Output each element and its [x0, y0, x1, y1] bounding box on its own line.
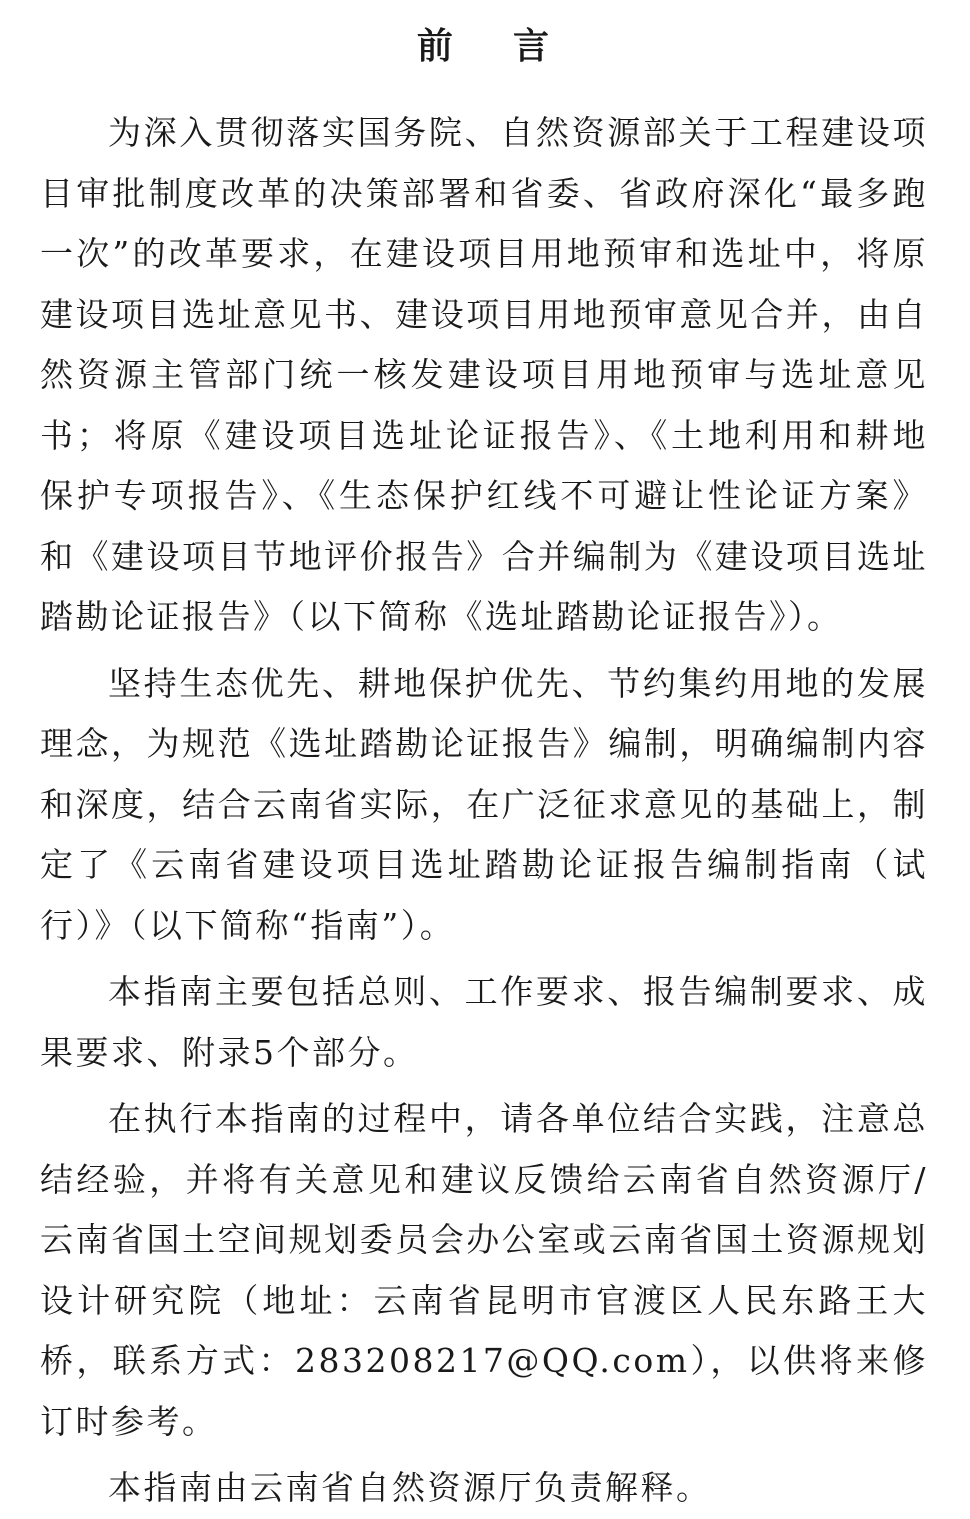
paragraph-purpose: 坚持生态优先、耕地保护优先、节约集约用地的发展理念，为规范《选址踏勘论证报告》编制，明确编制内容和深度，结合云南省实际，在广泛征求意见的基础上，制定了《云南省建设项目选址踏勘论证报告编制指南（试行）》（以下简称“指南”）。 — [40, 663, 928, 945]
page-title: 前 言 — [416, 26, 552, 67]
paragraph-contents: 本指南主要包括总则、工作要求、报告编制要求、成果要求、附录5个部分。 — [40, 972, 928, 1072]
paragraph-interpretation: 本指南由云南省自然资源厅负责解释。 — [108, 1468, 712, 1507]
paragraph-background: 为深入贯彻落实国务院、自然资源部关于工程建设项目审批制度改革的决策部署和省委、省政府深化“最多跑一次”的改革要求，在建设项目用地预审和选址中，将原建设项目选址意见书、建设项目用地预审意见合并，由自然资源主管部门统一核发建设项目用地预审与选址意见书；将原《建设项目选址论证报告》、《土地利用和耕地保护专项报告》、《生态保护红线不可避让性论证方案》和《建设项目节地评价报告》合并编制为《建设项目选址踏勘论证报告》（以下简称《选址踏勘论证报告》）。 — [40, 113, 928, 636]
paragraph-feedback: 在执行本指南的过程中，请各单位结合实践，注意总结经验，并将有关意见和建议反馈给云南省自然资源厅/云南省国土空间规划委员会办公室或云南省国土资源规划设计研究院（地址：云南省昆明市官渡区人民东路王大桥，联系方式：283208217@QQ.com），以供将来修订时参考。 — [40, 1099, 928, 1441]
